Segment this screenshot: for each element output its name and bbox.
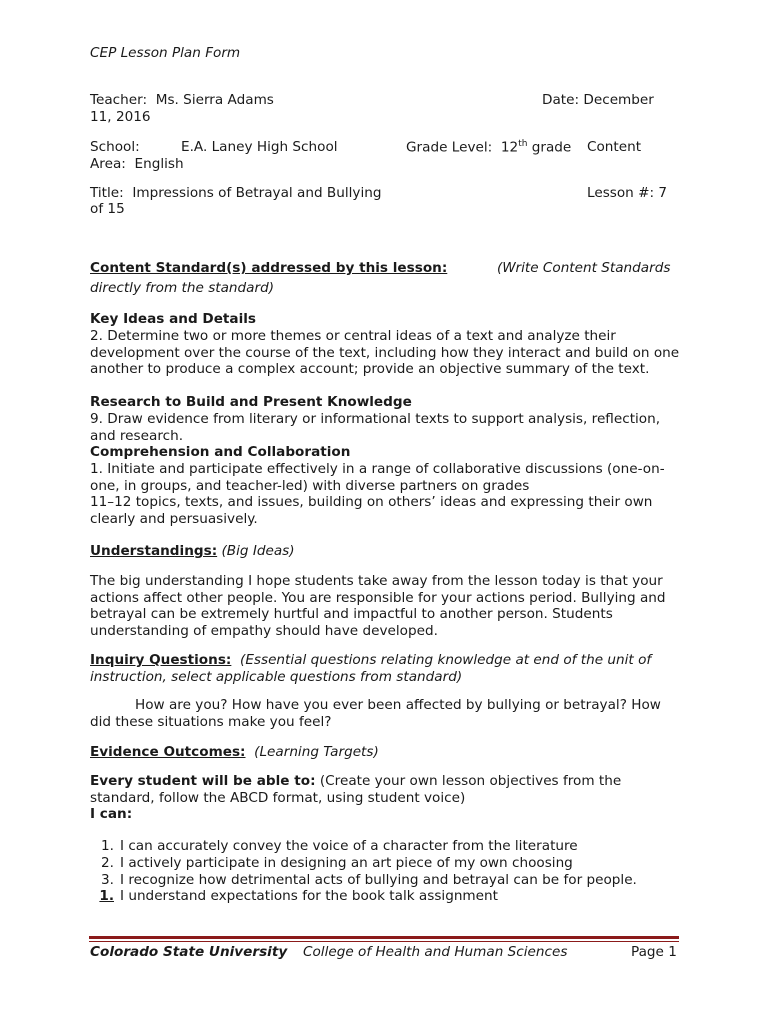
inquiry-text-first: How are you? How have you ever been affected by bullying or betrayal? How	[135, 697, 661, 713]
school-label: School:	[90, 139, 140, 155]
footer-page-number: Page 1	[631, 944, 677, 960]
area-line	[90, 156, 184, 172]
area-value: English	[134, 156, 184, 172]
every-student-block	[90, 773, 680, 806]
comprehension-text-1: 1. Initiate and participate effectively in a range of collaborative discussions (one-on-one, in groups, and teacher-led) with diverse partners on grades	[90, 461, 665, 494]
key-ideas-text: 2. Determine two or more themes or central ideas of a text and analyze their development over the course of the text, including how they interact and build on one another to produce a complex account; provide an objective summary of the text.	[90, 328, 680, 378]
research-text: 9. Draw evidence from literary or informational texts to support analysis, reflection, and research.	[90, 411, 661, 444]
key-ideas-heading: Key Ideas and Details	[90, 311, 257, 327]
objective-text: I actively participate in designing an art piece of my own choosing	[120, 854, 573, 871]
understandings-text: The big understanding I hope students take away from the lesson today is that your actions affect other people. You are responsible for your actions period. Bullying and betrayal can be extremely hurtful and impactful to another person. Students understanding of empathy should have developed.	[90, 573, 666, 639]
inquiry-text-rest: did these situations make you feel?	[90, 714, 332, 730]
understandings-line	[90, 543, 295, 559]
footer-college: College of Health and Human Sciences	[303, 944, 568, 960]
every-student-label: Every student will be able to:	[90, 773, 316, 789]
objective-text: I understand expectations for the book talk assignment	[120, 888, 498, 905]
teacher-name: Ms. Sierra Adams	[155, 92, 274, 108]
evidence-line	[90, 744, 379, 760]
understandings-heading: Understandings:	[90, 543, 218, 559]
list-item	[90, 838, 690, 855]
grade-suffix: th	[518, 139, 528, 149]
list-item	[90, 872, 690, 889]
teacher-label: Teacher:	[90, 92, 148, 108]
footer-university: Colorado State University	[90, 944, 288, 960]
objective-text: I can accurately convey the voice of a character from the literature	[120, 838, 578, 854]
objective-number: 3.	[101, 871, 114, 888]
inquiry-block	[90, 652, 680, 685]
i-can-label: I can:	[90, 806, 133, 822]
standards-note: (Write Content Standards	[497, 260, 671, 276]
lesson-title: Impressions of Betrayal and Bullying	[132, 185, 382, 201]
list-item	[90, 888, 690, 905]
objective-number: 1.	[101, 838, 114, 854]
inquiry-heading: Inquiry Questions:	[90, 652, 232, 668]
objective-number: 1.	[99, 888, 114, 905]
objective-number: 2.	[101, 854, 114, 871]
standards-note-continued: directly from the standard)	[90, 280, 275, 296]
title-label: Title:	[90, 185, 124, 201]
grade-rest: grade	[527, 139, 572, 156]
area-label: Area:	[90, 156, 126, 172]
grade-label: Grade Level:	[406, 139, 493, 156]
grade-number: 12	[500, 139, 519, 156]
comprehension-text-2: 11–12 topics, texts, and issues, building on others’ ideas and expressing their own clearly and persuasively.	[90, 494, 653, 527]
content-label: Content	[587, 139, 642, 155]
every-student-note: (Create your own lesson objectives from the standard, follow the ABCD format, using student voice)	[90, 773, 622, 806]
footer-rule-thin	[89, 941, 679, 942]
inquiry-note: (Essential questions relating knowledge at end of the unit of instruction, select applicable questions from standard)	[90, 652, 652, 685]
lesson-number: Lesson #: 7	[587, 185, 668, 201]
evidence-heading: Evidence Outcomes:	[90, 744, 246, 760]
standards-heading: Content Standard(s) addressed by this lesson:	[90, 260, 448, 276]
footer-rule-thick	[89, 936, 679, 939]
objective-text: I recognize how detrimental acts of bullying and betrayal can be for people.	[120, 871, 637, 888]
evidence-note: (Learning Targets)	[254, 744, 379, 760]
date-continued: 11, 2016	[90, 109, 151, 125]
school-name: E.A. Laney High School	[181, 139, 338, 155]
list-item	[90, 855, 690, 872]
grade-level	[406, 139, 571, 156]
lesson-total: of 15	[90, 201, 125, 217]
teacher-line	[90, 92, 274, 108]
research-heading: Research to Build and Present Knowledge	[90, 394, 412, 410]
objectives-list	[90, 838, 690, 905]
understandings-note: (Big Ideas)	[221, 543, 295, 559]
title-line	[90, 185, 381, 201]
date-label: Date: December	[542, 92, 654, 108]
comprehension-heading: Comprehension and Collaboration	[90, 444, 351, 460]
form-title: CEP Lesson Plan Form	[90, 45, 241, 61]
